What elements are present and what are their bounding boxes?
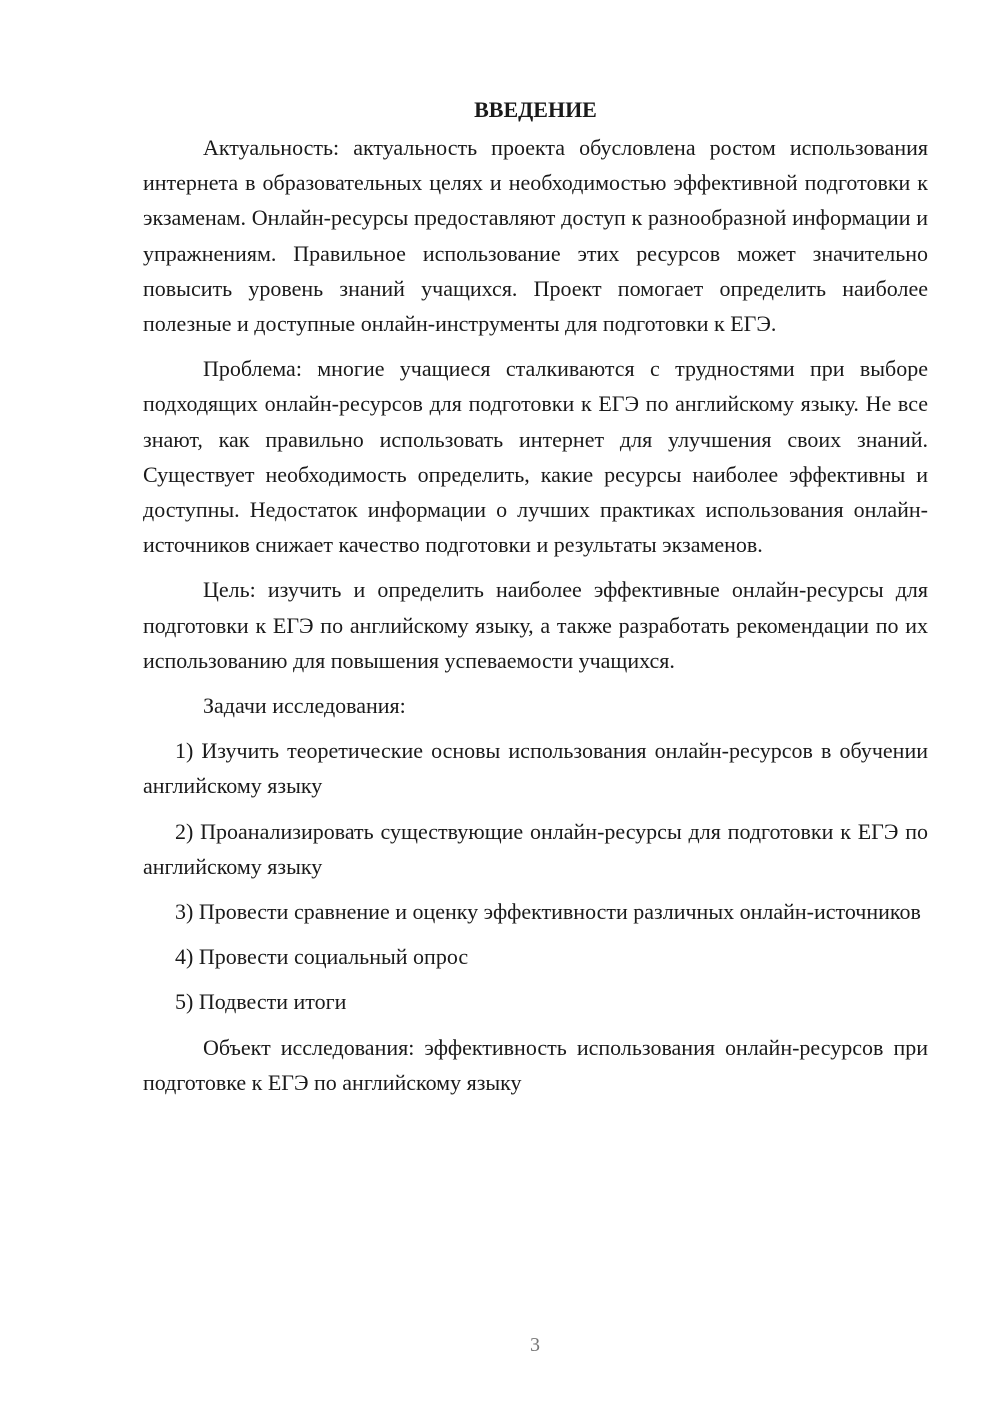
page-number: 3 — [530, 1334, 540, 1356]
document-page — [143, 92, 928, 1110]
object-paragraph: Объект исследования: эффективность использования онлайн-ресурсов при подготовке к ЕГЭ по английскому языку — [143, 1034, 928, 1095]
section-title: ВВЕДЕНИЕ — [474, 97, 597, 122]
task-item-3: 3) Провести сравнение и оценку эффективности различных онлайн-источников — [175, 899, 921, 925]
task-item-1: 1) Изучить теоретические основы использования онлайн-ресурсов в обучении английскому языку — [143, 738, 928, 799]
tasks-heading: Задачи исследования: — [203, 693, 406, 719]
task-item-4: 4) Провести социальный опрос — [175, 944, 469, 970]
problem-paragraph: Проблема: многие учащиеся сталкиваются с трудностями при выборе подходящих онлайн-ресурсов для подготовки к ЕГЭ по английскому языку. Не все знают, как правильно использовать интернет для улучшения своих знаний. Существует необходимость определить, какие ресурсы наиболее эффективны и доступны. Недостаток информации о лучших практиках использования онлайн-источников снижает качество подготовки и результаты экзаменов. — [143, 356, 928, 558]
task-item-5: 5) Подвести итоги — [175, 989, 347, 1015]
relevance-paragraph: Актуальность: актуальность проекта обусловлена ростом использования интернета в образовательных целях и необходимостью эффективной подготовки к экзаменам. Онлайн-ресурсы предоставляют доступ к разнообразной информации и упражнениям. Правильное использование этих ресурсов может значительно повысить уровень знаний учащихся. Проект помогает определить наиболее полезные и доступные онлайн-инструменты для подготовки к ЕГЭ. — [143, 135, 928, 337]
task-item-2: 2) Проанализировать существующие онлайн-ресурсы для подготовки к ЕГЭ по английскому языку — [143, 818, 928, 879]
goal-paragraph: Цель: изучить и определить наиболее эффективные онлайн-ресурсы для подготовки к ЕГЭ по английскому языку, а также разработать рекомендации по их использованию для повышения успеваемости учащихся. — [143, 577, 928, 673]
